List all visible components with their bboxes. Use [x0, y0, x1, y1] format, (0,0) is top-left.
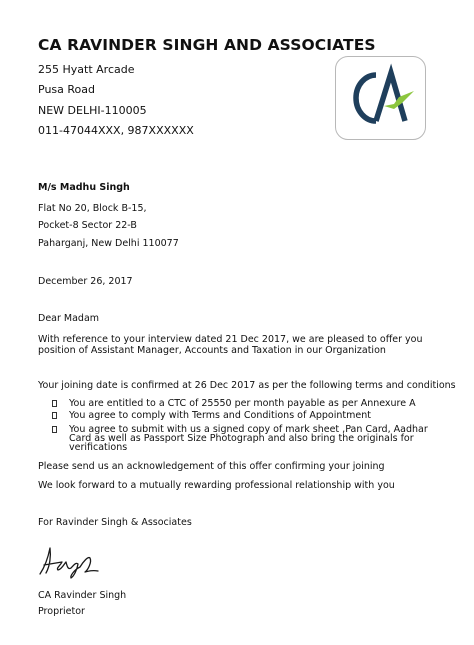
address-line-street: 255 Hyatt Arcade — [38, 63, 135, 76]
letter-date: December 26, 2017 — [38, 276, 133, 287]
recipient-address-line-2: Pocket-8 Sector 22-B — [38, 220, 137, 231]
salutation: Dear Madam — [38, 313, 100, 324]
recipient-name: M/s Madhu Singh — [38, 182, 130, 193]
term-text: You are entitled to a CTC of 25550 per month payable as per Annexure A — [69, 398, 416, 409]
bullet-icon — [52, 400, 57, 407]
term-text: Card as well as Passport Size Photograph and also bring the originals for — [69, 433, 414, 444]
bullet-icon — [52, 412, 57, 419]
sign-off: For Ravinder Singh & Associates — [38, 517, 192, 528]
bullet-icon — [52, 426, 57, 433]
recipient-address-line-1: Flat No 20, Block B-15, — [38, 203, 147, 214]
term-text: verifications — [69, 442, 128, 453]
term-text: You agree to comply with Terms and Conditions of Appointment — [69, 410, 371, 421]
address-line-city: NEW DELHI-110005 — [38, 104, 147, 117]
recipient-address-line-3: Paharganj, New Delhi 110077 — [38, 238, 179, 249]
paragraph-offer-line-2: position of Assistant Manager, Accounts and Taxation in our Organization — [38, 345, 386, 356]
acknowledgement-line: Please send us an acknowledgement of this offer confirming your joining — [38, 461, 385, 472]
signatory-name: CA Ravinder Singh — [38, 590, 127, 601]
logo-letter-c — [356, 75, 376, 121]
firm-name: CA RAVINDER SINGH AND ASSOCIATES — [38, 36, 376, 54]
address-line-phone: 011-47044XXX, 987XXXXXX — [38, 124, 194, 137]
firm-logo — [335, 56, 426, 140]
joining-date-line: Your joining date is confirmed at 26 Dec 2017 as per the following terms and conditions — [38, 380, 456, 391]
handwritten-signature — [36, 540, 102, 580]
signatory-title: Proprietor — [38, 606, 85, 617]
ca-logo-icon — [336, 57, 425, 139]
closing-remark: We look forward to a mutually rewarding professional relationship with you — [38, 480, 395, 491]
paragraph-offer-line-1: With reference to your interview dated 21 Dec 2017, we are pleased to offer you — [38, 334, 423, 345]
address-line-road: Pusa Road — [38, 83, 95, 96]
term-text: You agree to submit with us a signed copy of mark sheet ,Pan Card, Aadhar — [69, 424, 428, 435]
